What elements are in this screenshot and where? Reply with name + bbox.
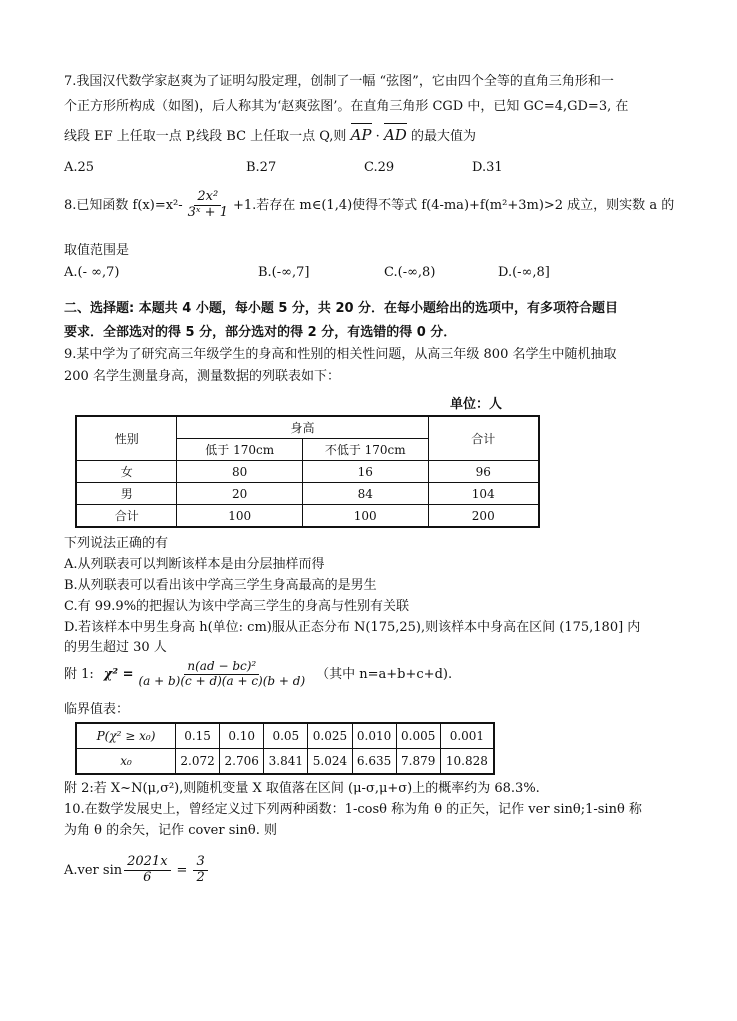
table-cell: 96 bbox=[428, 461, 539, 483]
table-cell: 2.072 bbox=[176, 749, 220, 775]
table-row bbox=[76, 505, 539, 528]
q7-line-3-tail: 的最大值为 bbox=[410, 129, 476, 144]
table-cell: 5.024 bbox=[308, 749, 352, 775]
q9-prompt: 下列说法正确的有 bbox=[64, 536, 169, 551]
dot-product-symbol: · bbox=[375, 129, 380, 144]
q7-line-1: 7.我国汉代数学家赵爽为了证明勾股定理，创制了一幅 “弦图”，它由四个全等的直角三角形和一 bbox=[64, 74, 614, 89]
q7-option-b: B.27 bbox=[246, 160, 277, 175]
q7-option-c: C.29 bbox=[364, 160, 395, 175]
table-row bbox=[76, 461, 539, 483]
vector-ad: AD bbox=[383, 126, 407, 144]
table-row bbox=[76, 483, 539, 505]
table-cell: 2.706 bbox=[220, 749, 264, 775]
table-row bbox=[76, 749, 494, 775]
q10-option-a-numerator: 2021x bbox=[124, 855, 170, 871]
table-cell: 0.15 bbox=[176, 723, 220, 749]
table-cell: 7.879 bbox=[396, 749, 440, 775]
q10-option-a-result bbox=[193, 855, 207, 886]
q10-option-a bbox=[64, 855, 210, 886]
critical-value-table bbox=[75, 722, 495, 775]
table-cell: 100 bbox=[302, 505, 428, 528]
formula-numerator: n(ad − bc)² bbox=[184, 660, 259, 675]
section-2-heading-line-2: 要求．全部选对的得 5 分，部分选对的得 2 分，有选错的得 0 分． bbox=[64, 325, 457, 340]
table-cell: 80 bbox=[177, 461, 303, 483]
q10-option-a-result-numerator: 3 bbox=[193, 855, 207, 871]
q8-option-c: C.(-∞,8) bbox=[384, 265, 436, 280]
q9-line-1: 9.某中学为了研究高三年级学生的身高和性别的相关性问题，从高三年级 800 名学生中随机抽取 bbox=[64, 347, 617, 362]
header-total: 合计 bbox=[428, 416, 539, 461]
q8-option-b: B.(-∞,7] bbox=[258, 265, 310, 280]
q10-option-a-result-denominator: 2 bbox=[196, 869, 205, 885]
formula-denominator: (a + b)(c + d)(a + c)(b + d) bbox=[138, 673, 306, 688]
q9-option-d-line-2: 的男生超过 30 人 bbox=[64, 640, 167, 655]
crit-row-1-head: P(χ² ≥ x₀) bbox=[76, 723, 176, 749]
q7-option-a: A.25 bbox=[64, 160, 95, 175]
contingency-table bbox=[75, 415, 540, 528]
table-cell: 0.05 bbox=[264, 723, 308, 749]
q7-line-3-text: 线段 EF 上任取一点 P,线段 BC 上任取一点 Q,则 bbox=[64, 129, 347, 144]
q8-fraction-denominator: 3ˣ + 1 bbox=[187, 204, 228, 220]
header-height: 身高 bbox=[177, 416, 428, 439]
q10-option-a-fraction bbox=[124, 855, 170, 886]
formula-fraction bbox=[135, 660, 308, 689]
q9-option-c: C.有 99.9%的把握认为该中学高三学生的身高与性别有关联 bbox=[64, 599, 410, 614]
table-cell: 20 bbox=[177, 483, 303, 505]
table-cell: 0.10 bbox=[220, 723, 264, 749]
q9-option-d-line-1: D.若该样本中男生身高 h(单位: cm)服从正态分布 N(175,25),则该样本中身高在区间 (175,180] 内 bbox=[64, 620, 641, 635]
q8-option-d: D.(-∞,8] bbox=[498, 265, 550, 280]
table-cell: 女 bbox=[76, 461, 177, 483]
q8-prefix: 8.已知函数 f(x)=x²- bbox=[64, 197, 183, 213]
formula-lhs: χ² = bbox=[103, 666, 134, 682]
note-2: 附 2:若 X~N(μ,σ²),则随机变量 X 取值落在区间 (μ-σ,μ+σ)上的概率约为 68.3%. bbox=[64, 781, 540, 796]
table-cell: 84 bbox=[302, 483, 428, 505]
table-cell: 0.005 bbox=[396, 723, 440, 749]
q8-suffix: +1.若存在 m∈(1,4)使得不等式 f(4-ma)+f(m²+3m)>2 成立，则实数 a 的 bbox=[232, 197, 675, 213]
table-cell: 6.635 bbox=[352, 749, 396, 775]
q8-fraction-numerator: 2x² bbox=[194, 190, 221, 206]
table-cell: 100 bbox=[177, 505, 303, 528]
formula-note: （其中 n=a+b+c+d). bbox=[316, 666, 453, 682]
table-row bbox=[76, 723, 494, 749]
critical-value-label: 临界值表： bbox=[64, 702, 130, 717]
q8-option-a: A.(- ∞,7) bbox=[64, 265, 120, 280]
q10-option-a-prefix: A.ver sin bbox=[64, 862, 123, 878]
q7-line-3 bbox=[64, 126, 476, 145]
q10-line-2: 为角 θ 的余矢，记作 cover sinθ. 则 bbox=[64, 823, 278, 838]
table-cell: 0.010 bbox=[352, 723, 396, 749]
q9-option-b: B.从列联表可以看出该中学高三学生身高最高的是男生 bbox=[64, 578, 377, 593]
vector-ap: AP bbox=[350, 126, 372, 144]
q7-option-d: D.31 bbox=[472, 160, 503, 175]
q7-line-2: 个正方形所构成（如图)，后人称其为‘赵爽弦图’。在直角三角形 CGD 中，已知 GC=4,GD=3, 在 bbox=[64, 99, 629, 114]
table-cell: 104 bbox=[428, 483, 539, 505]
table-unit-label: 单位：人 bbox=[450, 397, 503, 412]
q8-line-2: 取值范围是 bbox=[64, 243, 130, 258]
table-cell: 200 bbox=[428, 505, 539, 528]
q8-fraction bbox=[185, 190, 231, 221]
q10-option-a-equals: = bbox=[176, 862, 188, 878]
chi-square-formula bbox=[64, 660, 452, 689]
table-cell: 3.841 bbox=[264, 749, 308, 775]
q9-option-a: A.从列联表可以判断该样本是由分层抽样而得 bbox=[64, 557, 325, 572]
table-cell: 16 bbox=[302, 461, 428, 483]
q10-option-a-denominator: 6 bbox=[143, 869, 152, 885]
table-cell: 合计 bbox=[76, 505, 177, 528]
q9-line-2: 200 名学生测量身高，测量数据的列联表如下： bbox=[64, 369, 340, 384]
section-2-heading-line-1: 二、选择题: 本题共 4 小题，每小题 5 分，共 20 分．在每小题给出的选项中，有多项符合题目 bbox=[64, 301, 619, 316]
header-below-170: 低于 170cm bbox=[177, 439, 303, 461]
table-cell: 0.025 bbox=[308, 723, 352, 749]
q10-line-1: 10.在数学发展史上，曾经定义过下列两种函数：1-cosθ 称为角 θ 的正矢，记作 ver sinθ;1-sinθ 称 bbox=[64, 802, 642, 817]
q8-line-1 bbox=[64, 190, 674, 221]
crit-row-2-head: x₀ bbox=[76, 749, 176, 775]
note-1-label: 附 1: bbox=[64, 666, 94, 682]
header-gender: 性别 bbox=[76, 416, 177, 461]
table-cell: 0.001 bbox=[440, 723, 494, 749]
table-cell: 10.828 bbox=[440, 749, 494, 775]
header-not-below-170: 不低于 170cm bbox=[302, 439, 428, 461]
table-cell: 男 bbox=[76, 483, 177, 505]
